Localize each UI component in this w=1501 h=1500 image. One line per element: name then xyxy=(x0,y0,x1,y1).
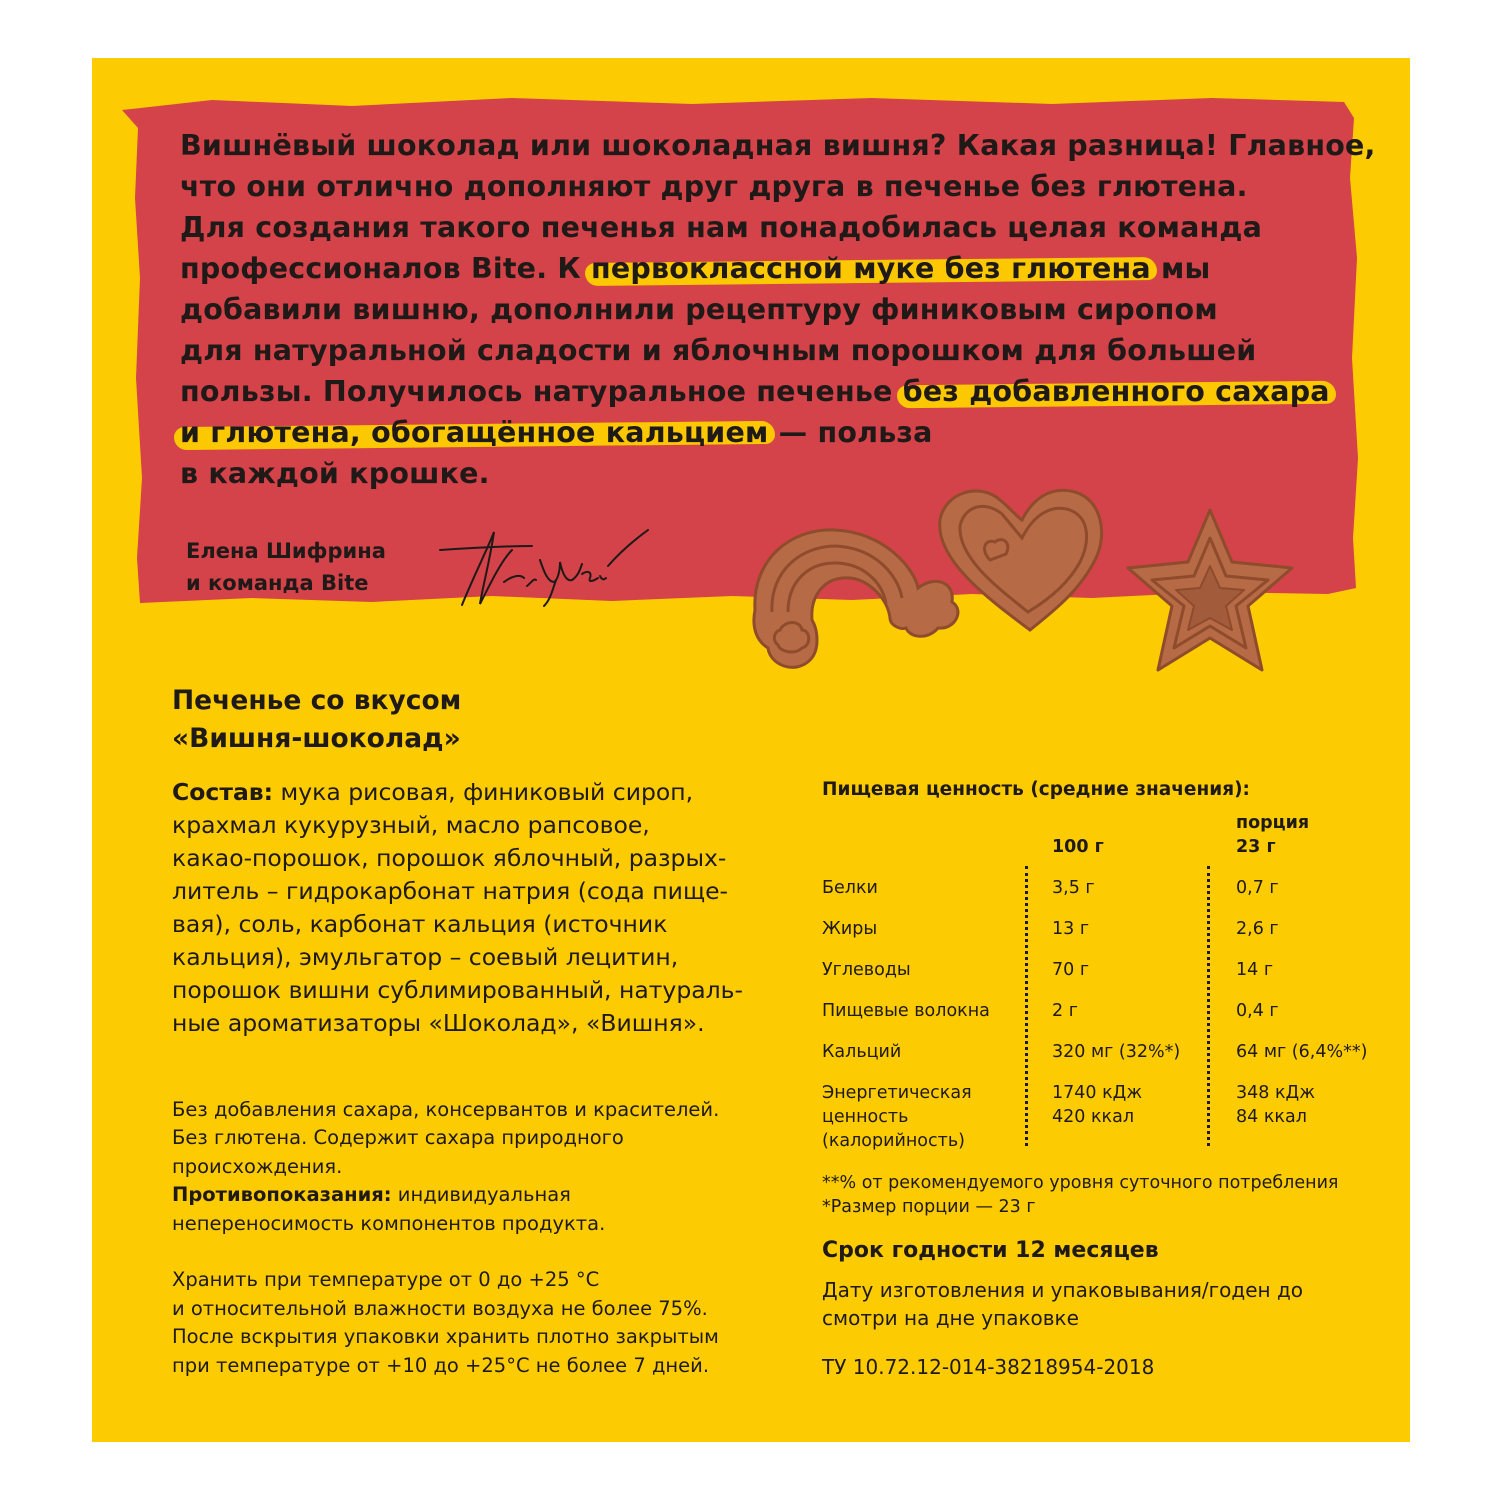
nutrition-title: Пищевая ценность (средние значения): xyxy=(822,779,1250,800)
tu-code: ТУ 10.72.12-014-38218954-2018 xyxy=(822,1355,1155,1379)
handwritten-signature xyxy=(432,520,652,610)
nutrition-name-cell: Жиры xyxy=(822,919,878,939)
intro-line: для натуральной сладости и яблочным порошком для большей xyxy=(180,334,1257,367)
nutrition-name-cell: Кальций xyxy=(822,1042,902,1062)
cookies-illustration xyxy=(740,480,1320,690)
star-cookie xyxy=(1128,510,1292,670)
nutrition-col-portion-size: 23 г xyxy=(1236,837,1276,857)
intro-line: Для создания такого печенья нам понадобилась целая команда xyxy=(180,211,1263,244)
storage-line: Хранить при температуре от 0 до +25 °С xyxy=(172,1268,600,1291)
highlight-calcium: и глютена, обогащённое кальцием xyxy=(180,416,769,449)
nutrition-per100-cell: 2 г xyxy=(1052,1001,1078,1021)
nutrition-footnote: *Размер порции — 23 г xyxy=(822,1197,1036,1217)
nutrition-divider xyxy=(1207,866,1210,1146)
intro-line: в каждой крошке. xyxy=(180,457,490,490)
contraindications: Противопоказания: индивидуальная xyxy=(172,1183,571,1206)
nutrition-name-cell: Энергетическая xyxy=(822,1083,972,1103)
note-line: происхождения. xyxy=(172,1155,343,1178)
composition-line: какао-порошок, порошок яблочный, разрых- xyxy=(172,844,727,872)
nutrition-portion-cell: 0,4 г xyxy=(1236,1001,1279,1021)
signature-team: и команда Bite xyxy=(186,571,369,595)
nutrition-portion-cell: 2,6 г xyxy=(1236,919,1279,939)
nutrition-portion-cell: 14 г xyxy=(1236,960,1274,980)
nutrition-name-cell: Пищевые волокна xyxy=(822,1001,990,1021)
composition-line: крахмал кукурузный, масло рапсовое, xyxy=(172,811,650,839)
nutrition-portion-cell: 0,7 г xyxy=(1236,878,1279,898)
heart-cookie xyxy=(940,490,1102,630)
nutrition-name-cell: Углеводы xyxy=(822,960,911,980)
note-line: Без глютена. Содержит сахара природного xyxy=(172,1126,624,1149)
composition-label: Состав: xyxy=(172,778,274,806)
storage-line: и относительной влажности воздуха не более 75%. xyxy=(172,1297,708,1320)
intro-line: что они отлично дополняют друг друга в печенье без глютена. xyxy=(180,170,1248,203)
signature-name: Елена Шифрина xyxy=(186,539,386,563)
shelf-life-line: Дату изготовления и упаковывания/годен до xyxy=(822,1278,1304,1302)
intro-line: пользы. Получилось натуральное печенье без добавленного сахара xyxy=(180,375,1330,408)
rainbow-cookie xyxy=(754,530,958,667)
shelf-life-title: Срок годности 12 месяцев xyxy=(822,1238,1159,1263)
product-title: «Вишня-шоколад» xyxy=(172,723,461,754)
composition-line: порошок вишни сублимированный, натураль- xyxy=(172,976,743,1004)
nutrition-col-portion: порция xyxy=(1236,813,1310,833)
nutrition-portion-cell: 84 ккал xyxy=(1236,1107,1307,1127)
shelf-life-line: смотри на дне упаковке xyxy=(822,1306,1079,1330)
nutrition-name-cell: (калорийность) xyxy=(822,1131,965,1151)
nutrition-per100-cell: 320 мг (32%*) xyxy=(1052,1042,1181,1062)
nutrition-portion-cell: 64 мг (6,4%**) xyxy=(1236,1042,1368,1062)
nutrition-footnote: **% от рекомендуемого уровня суточного потребления xyxy=(822,1173,1339,1193)
storage-line: при температуре от +10 до +25°С не более 7 дней. xyxy=(172,1354,710,1377)
intro-line: Вишнёвый шоколад или шоколадная вишня? Какая разница! Главное, xyxy=(180,129,1376,162)
composition-line: ные ароматизаторы «Шоколад», «Вишня». xyxy=(172,1009,705,1037)
composition-line: Состав: мука рисовая, финиковый сироп, xyxy=(172,778,694,806)
storage-line: После вскрытия упаковки хранить плотно закрытым xyxy=(172,1325,719,1348)
nutrition-per100-cell: 420 ккал xyxy=(1052,1107,1135,1127)
nutrition-name-cell: ценность xyxy=(822,1107,909,1127)
intro-line: профессионалов Bite. К первоклассной муке без глютена мы xyxy=(180,252,1211,285)
nutrition-per100-cell: 3,5 г xyxy=(1052,878,1095,898)
nutrition-col-100g: 100 г xyxy=(1052,837,1104,857)
composition-line: литель – гидрокарбонат натрия (сода пище- xyxy=(172,877,729,905)
nutrition-portion-cell: 348 кДж xyxy=(1236,1083,1315,1103)
product-title: Печенье со вкусом xyxy=(172,685,462,716)
note-line: непереносимость компонентов продукта. xyxy=(172,1212,606,1235)
intro-line: и глютена, обогащённое кальцием — польза xyxy=(180,416,933,449)
note-line: Без добавления сахара, консервантов и красителей. xyxy=(172,1098,720,1121)
nutrition-per100-cell: 13 г xyxy=(1052,919,1090,939)
nutrition-per100-cell: 70 г xyxy=(1052,960,1090,980)
nutrition-divider xyxy=(1025,866,1028,1146)
highlight-gluten-free-flour: первоклассной муке без глютена xyxy=(590,252,1151,285)
composition-line: кальция), эмульгатор – соевый лецитин, xyxy=(172,943,679,971)
composition-line: вая), соль, карбонат кальция (источник xyxy=(172,910,668,938)
highlight-no-sugar: без добавленного сахара xyxy=(902,375,1330,408)
nutrition-per100-cell: 1740 кДж xyxy=(1052,1083,1143,1103)
nutrition-name-cell: Белки xyxy=(822,878,878,898)
intro-line: добавили вишню, дополнили рецептуру финиковым сиропом xyxy=(180,293,1218,326)
